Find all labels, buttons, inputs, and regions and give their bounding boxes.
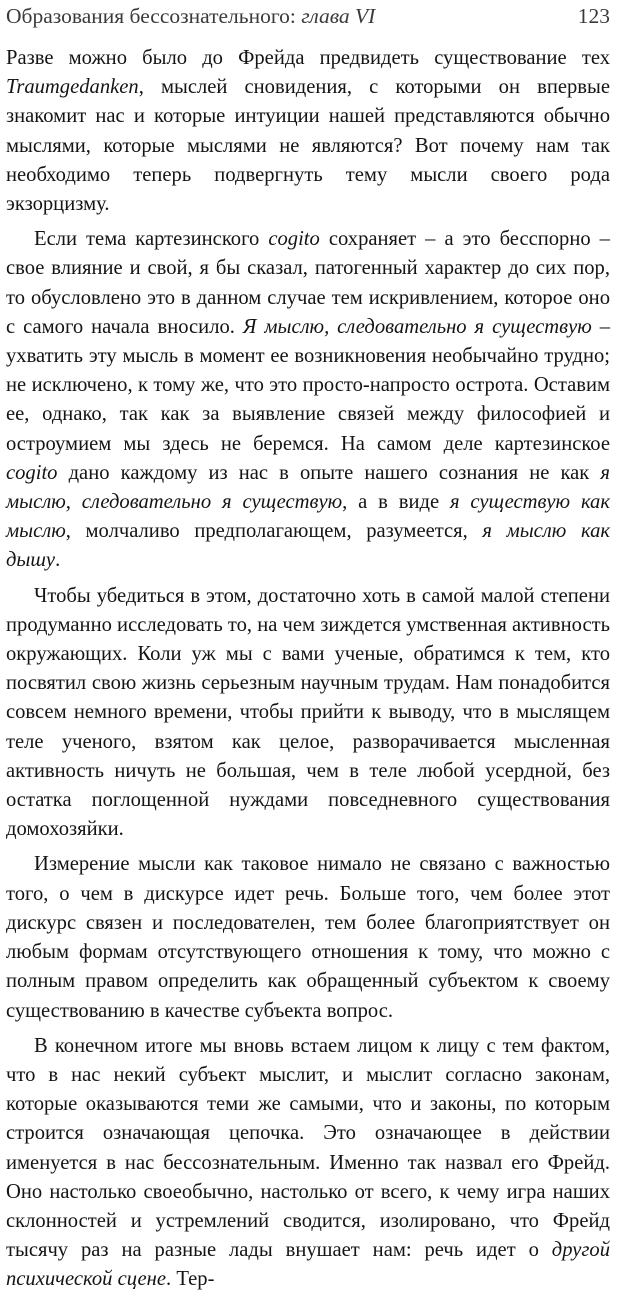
running-head-title bbox=[6, 4, 375, 29]
chapter-label: глава VI bbox=[301, 4, 376, 28]
text-run: Чтобы убедиться в этом, достаточно хоть в самой малой степени продуманно исследовать то, на чем зиждется умственная активность окружающих. Коли уж мы с вами ученые, обратимся к тем, кто посвятил свою жизнь серьезным научным трудам. Нам понадобится совсем немного времени, чтобы прийти к выводу, что в мыслящем теле ученого, взятом как целое, разворачивается мысленная активность ничуть не большая, чем в теле любой усердной, без остатка поглощенной нуждами повседневного существования домохозяйки. bbox=[6, 584, 610, 841]
italic-text: cogito bbox=[268, 228, 320, 251]
italic-text: Traumgedanken bbox=[6, 76, 139, 99]
text-run: сохраняет – а это бесспорно – свое влияние и свой, я бы сказал, патогенный характер до сих пор, то обусловлено это в данном случае тем искривлением, которое оно с самого начала вносило. bbox=[6, 228, 610, 338]
italic-text: cogito bbox=[6, 461, 58, 484]
body-text bbox=[6, 44, 610, 1301]
italic-text: я существую как мыслю bbox=[6, 491, 610, 543]
text-run: . bbox=[55, 549, 61, 572]
paragraph bbox=[6, 225, 610, 575]
text-run: , мыслей сновидения, с которыми он впервые знакомит нас и которые интуиции нашей представляются обычно мыслями, которые мыслями не являются? Вот почему нам так необходимо теперь подвергнуть тему мысли своего рода экзорцизму. bbox=[6, 76, 610, 216]
paragraph bbox=[6, 582, 610, 845]
text-run: Разве можно было до Фрейда предвидеть существование тех bbox=[6, 47, 610, 69]
text-run: Если тема картезинского bbox=[34, 228, 269, 251]
page-number: 123 bbox=[577, 4, 610, 28]
text-run: Измерение мысли как таковое нимало не связано с важностью того, о чем в дискурсе идет речь. Больше того, чем более этот дискурс связен и последователен, тем более благоприятствует он любым формам отсутствующего отношения к тому, что можно с полным правом определить как обращенный субъектом к своему существованию в качестве субъекта вопрос. bbox=[6, 853, 610, 1022]
paragraph bbox=[6, 44, 610, 219]
book-title: Образования бессознательного: bbox=[6, 4, 302, 28]
italic-text: Я мыслю, следовательно я существую bbox=[242, 315, 592, 338]
paragraph bbox=[6, 850, 610, 1025]
text-run: , а в виде bbox=[342, 491, 450, 514]
text-run: дано каждому из нас в опыте нашего сознания не как bbox=[57, 461, 601, 484]
paragraph bbox=[6, 1032, 610, 1295]
italic-text: я мыслю как дышу bbox=[6, 520, 610, 572]
italic-text: я мыслю, следовательно я существую bbox=[6, 461, 610, 514]
italic-text: другой психической сцене bbox=[6, 1239, 610, 1291]
text-run: – ухватить эту мысль в момент ее возникновения необычайно трудно; не исключено, к тому же, что это просто-напросто острота. Оставим ее, однако, так как за выявление связей между философией и остроумием мы здесь не беремся. На самом деле картезинское bbox=[6, 315, 610, 455]
text-run: В конечном итоге мы вновь встаем лицом к лицу с тем фактом, что в нас некий субъект мыслит, и мыслит согласно законам, которые оказываются теми же самыми, что и законы, по которым строится означающая цепочка. Это означающее в действии именуется в нас бессознательным. Именно так назвал его Фрейд. Оно настолько своеобычно, настолько от всего, к чему игра наших склонностей и устремлений сводится, изолировано, что Фрейд тысячу раз на разные лады внушает нам: речь идет о bbox=[6, 1034, 610, 1262]
text-run: , молчаливо предполагающем, разумеется, bbox=[65, 520, 483, 543]
text-run: . Тер- bbox=[166, 1268, 215, 1291]
running-head bbox=[6, 4, 610, 34]
book-page bbox=[6, 0, 610, 1291]
